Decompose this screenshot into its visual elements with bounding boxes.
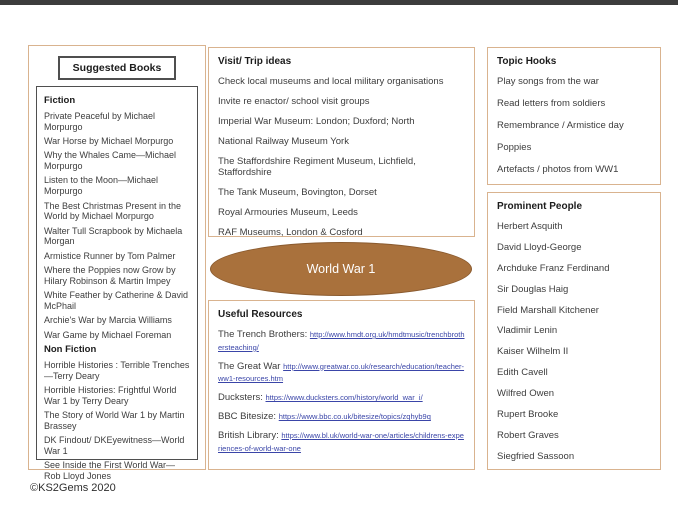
prominent-person-item: David Lloyd-George xyxy=(497,241,582,253)
visit-idea-item: Royal Armouries Museum, Leeds xyxy=(218,207,358,219)
top-bar xyxy=(0,0,678,5)
resource-link[interactable]: https://www.bbc.co.uk/bitesize/topics/zqhyb9q xyxy=(278,412,431,422)
visit-trip-ideas-box xyxy=(208,47,475,237)
book-item: Horrible Histories: Frightful World War 1 by Terry Deary xyxy=(44,384,177,406)
book-item: Where the Poppies now Grow by Hilary Robinson & Martin Impey xyxy=(44,265,176,286)
topic-hook-item: Play songs from the war xyxy=(497,76,599,87)
fiction-list xyxy=(44,111,190,340)
visit-idea-item: National Railway Museum York xyxy=(218,135,349,147)
prominent-person-item: Robert Graves xyxy=(497,429,559,441)
book-item: War Horse by Michael Morpurgo xyxy=(44,136,174,147)
book-item: Listen to the Moon—Michael Morpurgo xyxy=(44,175,159,197)
prominent-person-item: Rupert Brooke xyxy=(497,408,559,420)
prominent-person-item: Archduke Franz Ferdinand xyxy=(497,262,610,274)
visit-trip-ideas-list xyxy=(218,76,465,239)
book-item: Horrible Histories : Terrible Trenches—Terry Deary xyxy=(44,359,190,381)
resource-link[interactable]: https://www.bl.uk/world-war-one/articles/childrens-experiences-of-world-war-one xyxy=(218,430,464,453)
topic-hook-item: Remembrance / Armistice day xyxy=(497,119,624,131)
book-item: Private Peaceful by Michael Morpurgo xyxy=(44,111,156,132)
prominent-person-item: Sir Douglas Haig xyxy=(497,283,569,295)
book-item: See Inside the First World War—Rob Lloyd Jones xyxy=(44,460,176,482)
resource-item xyxy=(218,329,465,355)
visit-idea-item: The Staffordshire Regiment Museum, Lichfield, Staffordshire xyxy=(218,155,416,179)
prominent-person-item: Kaiser Wilhelm II xyxy=(497,346,569,358)
prominent-person-item: Herbert Asquith xyxy=(497,221,563,232)
book-item: The Story of World War 1 by Martin Brassey xyxy=(44,410,185,431)
fiction-header: Fiction xyxy=(44,95,76,106)
visit-idea-item: The Tank Museum, Bovington, Dorset xyxy=(218,187,377,199)
resource-label: The Trench Brothers: xyxy=(218,329,308,340)
resource-link[interactable]: https://www.ducksters.com/history/world_war_i/ xyxy=(265,393,423,403)
topic-hook-item: Poppies xyxy=(497,141,532,153)
topic-hook-item: Artefacts / photos from WW1 xyxy=(497,163,619,175)
suggested-books-list xyxy=(36,86,198,482)
book-item: Why the Whales Came—Michael Morpurgo xyxy=(44,150,177,172)
non-fiction-list xyxy=(44,360,190,482)
visit-idea-item: RAF Museums, London & Cosford xyxy=(218,227,363,238)
resource-item xyxy=(218,430,465,456)
resource-label: Ducksters: xyxy=(218,392,263,404)
resource-item xyxy=(218,361,465,387)
book-item: Armistice Runner by Tom Palmer xyxy=(44,250,176,261)
world-war-1-topic-label: World War 1 xyxy=(306,262,376,276)
book-item: White Feather by Catherine & David McPhail xyxy=(44,290,189,311)
prominent-person-item: Edith Cavell xyxy=(497,367,548,379)
prominent-person-item: Vladimir Lenin xyxy=(497,325,558,337)
suggested-books-title: Suggested Books xyxy=(58,56,177,80)
resource-item xyxy=(218,411,465,424)
resource-label: BBC Bitesize: xyxy=(218,411,277,423)
prominent-person-item: Field Marshall Kitchener xyxy=(497,304,599,316)
topic-hook-item: Read letters from soldiers xyxy=(497,97,606,109)
resource-link[interactable]: http://www.greatwar.co.uk/research/education/teacher-ww1-resources.htm xyxy=(218,361,465,384)
resource-item xyxy=(218,392,465,405)
resource-label: British Library: xyxy=(218,429,279,441)
book-item: Walter Tull Scrapbook by Michaela Morgan xyxy=(44,225,183,247)
visit-trip-ideas-title: Visit/ Trip ideas xyxy=(218,56,292,67)
prominent-person-item: Wilfred Owen xyxy=(497,388,555,399)
visit-idea-item: Invite re enactor/ school visit groups xyxy=(218,95,370,107)
resource-label: The Great War xyxy=(218,360,281,372)
resource-link[interactable]: http://www.hmdt.org.uk/hmdtmusic/trenchbrothersteaching/ xyxy=(218,330,465,352)
topic-hooks-box xyxy=(487,47,661,185)
useful-resources-title: Useful Resources xyxy=(218,309,303,320)
prominent-person-item: Siegfried Sassoon xyxy=(497,450,575,462)
book-item: Archie's War by Marcia Williams xyxy=(44,315,172,326)
copyright: ©KS2Gems 2020 xyxy=(30,482,116,494)
useful-resources-box xyxy=(208,300,475,470)
prominent-people-box xyxy=(487,192,661,470)
topic-hooks-list xyxy=(497,76,651,175)
topic-hooks-title: Topic Hooks xyxy=(497,56,557,67)
useful-resources-list xyxy=(218,329,465,456)
suggested-books-title-wrap xyxy=(29,56,205,80)
visit-idea-item: Imperial War Museum: London; Duxford; North xyxy=(218,115,415,127)
prominent-people-list xyxy=(497,221,651,463)
non-fiction-header: Non Fiction xyxy=(44,343,97,355)
visit-idea-item: Check local museums and local military organisations xyxy=(218,76,444,87)
prominent-people-title: Prominent People xyxy=(497,201,583,212)
book-item: The Best Christmas Present in the World by Michael Morpurgo xyxy=(44,200,182,222)
world-war-1-topic-ellipse xyxy=(210,242,472,296)
book-item: DK Findout/ DKEyewitness—World War 1 xyxy=(44,435,185,456)
suggested-books-panel xyxy=(28,45,206,482)
book-item: War Game by Michael Foreman xyxy=(44,329,172,340)
